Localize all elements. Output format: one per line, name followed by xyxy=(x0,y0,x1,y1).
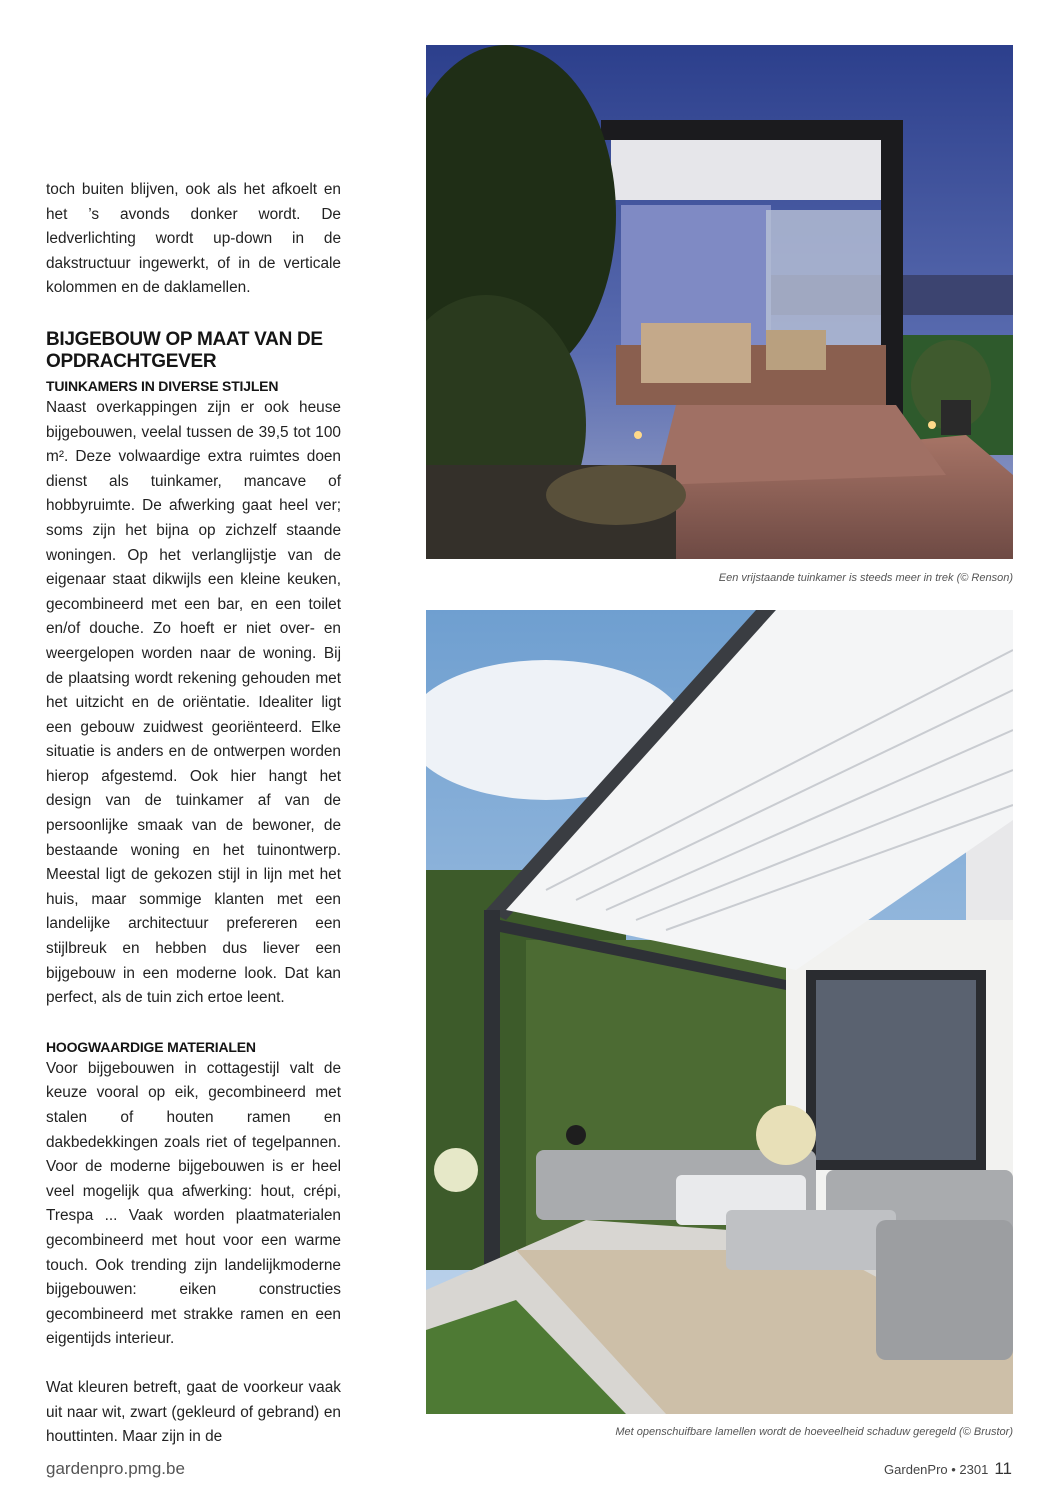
footer-magazine-info xyxy=(884,1459,1012,1479)
materials-subheading: HOOGWAARDIGE MATERIALEN xyxy=(46,1038,256,1055)
article-column xyxy=(46,178,341,1450)
section-heading: BIJGEBOUW OP MAAT VAN DE OPDRACHTGEVER xyxy=(46,328,323,372)
page-number: 11 xyxy=(994,1459,1012,1478)
section-subheading: TUINKAMERS IN DIVERSE STIJLEN xyxy=(46,377,279,394)
pergola-photo xyxy=(426,610,1013,1414)
materials-body: Voor bijgebouwen in cottagestijl valt de keuze vooral op eik, gecombineerd met stalen of houten ramen en dakbedekkingen zoals riet of tegelpannen. Voor de moderne bijgebouwen is er heel veel mogelijk qua afwerking: hout, crépi, Trespa ... Vaak worden plaatmaterialen gecombineerd met hout voor een warme touch. Ook trending zijn landelijkmoderne bijgebouwen: eiken constructies gecombineerd met strakke ramen en een eigentijds interieur. xyxy=(46,1059,341,1348)
footer-website[interactable]: gardenpro.pmg.be xyxy=(46,1459,185,1478)
section-body: Naast overkappingen zijn er ook heuse bijgebouwen, veelal tussen de 39,5 tot 100 m². Deze volwaardige extra ruimtes doen dienst als tuinkamer, mancave of hobbyruimte. De afwerking gaat heel ver; soms zijn het bijna op zichzelf staande woningen. Op het verlanglijstje van de eigenaar staat dikwijls een kleine keuken, gecombineerd met een bar, en een toilet en/of douche. Zo hoeft er niet over- en weergelopen worden naar de woning. Bij de plaatsing wordt rekening gehouden met het uitzicht en de oriëntatie. Idealiter ligt een gebouw zuidwest georiënteerd. Elke situatie is anders en de ontwerpen worden hierop afgestemd. Ook hier hangt het design van de tuinkamer af van de persoonlijke smaak van de bewoner, de bestaande woning en het tuinontwerp. Meestal ligt de gekozen stijl in lijn met het huis, maar sommige klanten met een landelijke architectuur prefereren een stijlbreuk en hebben dus liever een bijgebouw in een moderne look. Dat kan perfect, als de tuin zich ertoe leent. xyxy=(46,398,341,1007)
intro-paragraph: toch buiten blijven, ook als het afkoelt en het ’s avonds donker wordt. De ledverlichting wordt up-down in de dakstructuur ingewerkt, of in de verticale kolommen en de daklamellen. xyxy=(46,181,341,297)
footer-magazine-name: GardenPro • 2301 xyxy=(884,1462,989,1477)
closing-paragraph: Wat kleuren betreft, gaat de voorkeur vaak uit naar wit, zwart (gekleurd of gebrand) en houttinten. Maar zijn in de xyxy=(46,1378,341,1446)
bottom-photo-caption: Met openschuifbare lamellen wordt de hoeveelheid schaduw geregeld (© Brustor) xyxy=(615,1426,1013,1438)
top-photo-caption: Een vrijstaande tuinkamer is steeds meer in trek (© Renson) xyxy=(718,572,1013,584)
garden-room-photo xyxy=(426,45,1013,559)
